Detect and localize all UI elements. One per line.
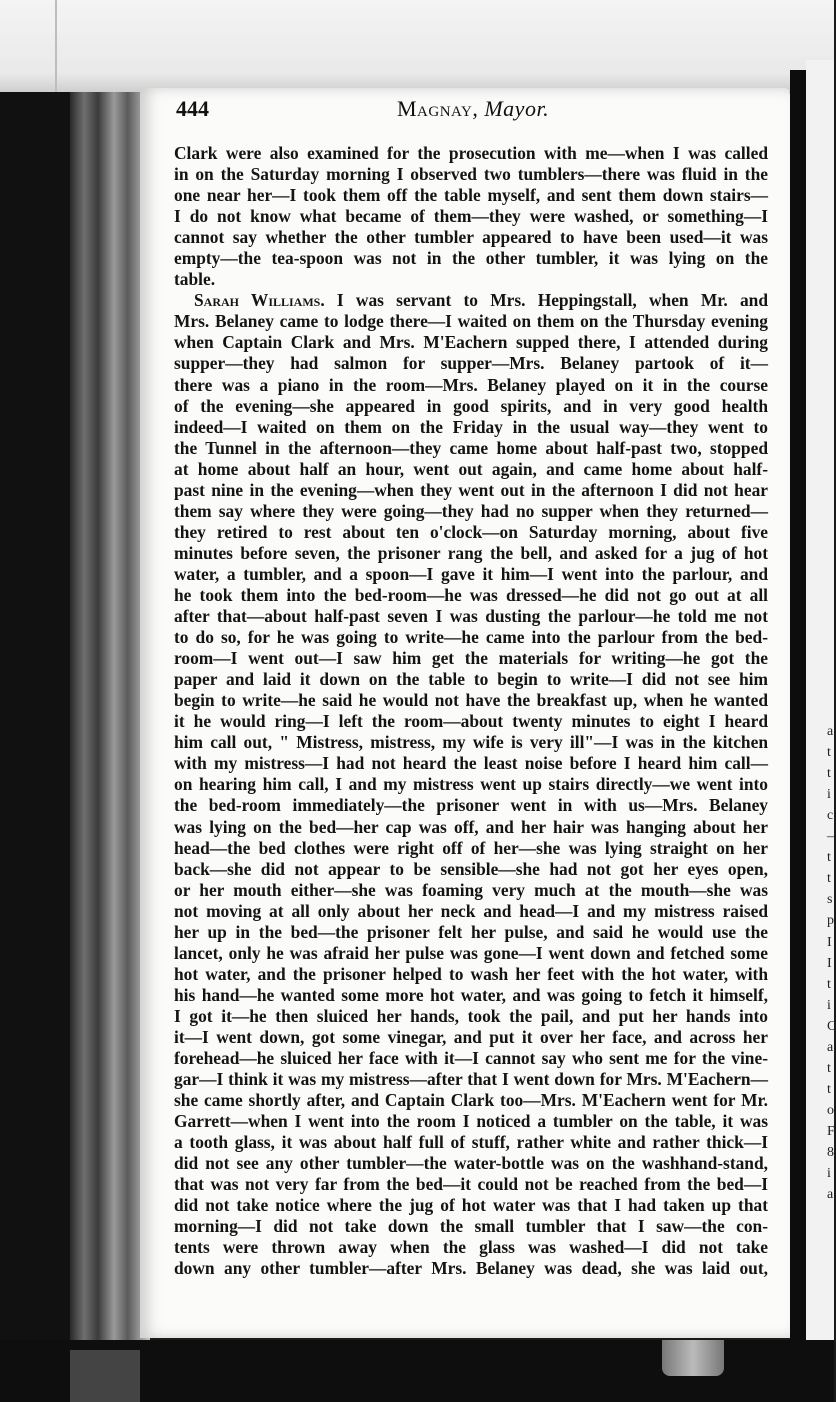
text-line: with my mistress—I had not heard the least noise before I heard him call— xyxy=(174,753,768,774)
text-line: table. xyxy=(174,269,216,290)
text-line: I do not know what became of them—they were washed, or something—I xyxy=(174,206,768,227)
text-line: minutes before seven, the prisoner rang the bell, and asked for a jug of hot xyxy=(174,542,768,563)
text-line xyxy=(174,290,768,311)
text-line: her up in the bed—the prisoner felt her pulse, and said he would use the xyxy=(174,921,768,942)
facing-page-fragment: p xyxy=(827,913,834,929)
text-line: indeed—I waited on them on the Friday in the usual way—they went to xyxy=(174,416,768,437)
text-line: them say where they were going—they had no supper when they returned— xyxy=(174,500,768,521)
facing-page-fragment: F xyxy=(827,1123,835,1139)
scan-left-shadow xyxy=(0,92,70,1402)
text-line: was lying on the bed—her cap was off, and her hair was hanging about her xyxy=(174,816,768,837)
text-line: not moving at all only about her neck and head—I and my mistress raised xyxy=(174,900,768,921)
text-line: did not take notice where the jug of hot water was that I had taken up that xyxy=(174,1195,768,1216)
text-line: lancet, only he was afraid her pulse was gone—I went down and fetched some xyxy=(174,942,768,963)
facing-page-edge xyxy=(806,60,834,1350)
text-line: one near her—I took them off the table myself, and sent them down stairs— xyxy=(174,185,768,206)
text-line: paper and laid it down on the table to begin to write—I did not see him xyxy=(174,669,768,690)
body-text xyxy=(174,143,768,1280)
facing-page-fragment: t xyxy=(827,1081,831,1097)
text-line: the bed-room immediately—the prisoner went in with us—Mrs. Belaney xyxy=(174,795,768,816)
scan-bottom-spine xyxy=(70,1350,140,1402)
text-line: that was not very far from the bed—it could not be reached from the bed—I xyxy=(174,1174,768,1195)
text-line: after that—about half-past seven I was dusting the parlour—he told me not xyxy=(174,606,768,627)
running-head-title: Mayor. xyxy=(484,96,550,121)
text-line: Mrs. Belaney came to lodge there—I waited on them on the Thursday evening xyxy=(174,311,768,332)
text-line: the Tunnel in the afternoon—they came home about half-past two, stopped xyxy=(174,437,768,458)
facing-page-fragment: t xyxy=(827,1060,831,1076)
text-line: cannot say whether the other tumbler appeared to have been used—it was xyxy=(174,227,768,248)
text-line: of the evening—she appeared in good spirits, and in very good health xyxy=(174,395,768,416)
text-line: a tooth glass, it was about half full of stuff, rather white and rather thick—I xyxy=(174,1132,768,1153)
scan-edge-line xyxy=(55,0,57,92)
text-line: forehead—he sluiced her face with it—I cannot say who sent me for the vine- xyxy=(174,1048,768,1069)
text-line: he took them into the bed-room—he was dressed—he did not go out at all xyxy=(174,584,768,605)
text-line: morning—I did not take down the small tumbler that I saw—the con- xyxy=(174,1216,768,1237)
text-line: Garrett—when I went into the room I noticed a tumbler on the table, it was xyxy=(174,1111,768,1132)
running-head-name: Magnay, xyxy=(397,96,479,121)
text-line: Clark were also examined for the prosecution with me—when I was called xyxy=(174,143,768,163)
facing-page-fragment: i xyxy=(827,787,831,803)
text-line: him call out, " Mistress, mistress, my wife is very ill"—I was in the kitchen xyxy=(174,732,768,753)
facing-page-fragment: I xyxy=(827,934,832,950)
scan-bottom-shadow xyxy=(0,1340,834,1402)
facing-page-fragment: C xyxy=(827,1018,836,1034)
text-line: back—she did not appear to be sensible—she had not got her eyes open, xyxy=(174,858,768,879)
page-header xyxy=(176,96,776,124)
text-line: past nine in the evening—when they went out in the afternoon I did not hear xyxy=(174,479,768,500)
facing-page-fragment: t xyxy=(827,745,831,761)
text-line: gar—I think it was my mistress—after that I went down for Mrs. M'Eachern— xyxy=(174,1069,768,1090)
text-line: room—I went out—I saw him get the materials for writing—he got the xyxy=(174,648,768,669)
facing-page-fragment: i xyxy=(827,997,831,1013)
text-line: empty—the tea-spoon was not in the other tumbler, it was lying on the xyxy=(174,248,768,269)
text-line: at home about half an hour, went out again, and came home about half- xyxy=(174,458,768,479)
facing-page-fragment: a xyxy=(827,1187,834,1203)
facing-page-fragment: I xyxy=(827,955,832,971)
running-head xyxy=(397,96,549,122)
text-line: on hearing him call, I and my mistress went up stairs directly—we went into xyxy=(174,774,768,795)
text-line: to do so, for he was going to write—he came into the parlour from the bed- xyxy=(174,627,768,648)
scan-top-margin xyxy=(0,0,834,92)
facing-page-fragment: t xyxy=(827,871,831,887)
facing-page-fragment: – xyxy=(827,829,834,845)
text-line: supper—they had salmon for supper—Mrs. Belaney partook of it— xyxy=(174,353,768,374)
facing-page-fragment: a xyxy=(827,724,834,739)
facing-page-fragment: s xyxy=(827,892,833,908)
text-line-content: I was servant to Mrs. Heppingstall, when Mr. and xyxy=(324,290,768,311)
text-line: tents were thrown away when the glass was washed—I did not take xyxy=(174,1237,768,1258)
facing-page-fragment: c xyxy=(827,808,834,824)
text-line: water, a tumbler, and a spoon—I gave it him—I went into the parlour, and xyxy=(174,563,768,584)
scan-clip xyxy=(662,1340,724,1376)
text-line: there was a piano in the room—Mrs. Belaney played on it in the course xyxy=(174,374,768,395)
text-line: it he would ring—I left the room—about twenty minutes to eight I heard xyxy=(174,711,768,732)
text-line: did not see any other tumbler—the water-bottle was on the washhand-stand, xyxy=(174,1153,768,1174)
page-number: 444 xyxy=(176,96,209,121)
facing-page-fragment: i xyxy=(827,1166,831,1182)
text-line: down any other tumbler—after Mrs. Belaney was dead, she was laid out, xyxy=(174,1258,768,1279)
text-line: begin to write—he said he would not have the breakfast up, when he wanted xyxy=(174,690,768,711)
text-line: head—the bed clothes were right off of her—she was lying straight on her xyxy=(174,837,768,858)
text-line: in on the Saturday morning I observed two tumblers—there was fluid in the xyxy=(174,164,768,185)
text-line: when Captain Clark and Mrs. M'Eachern supped there, I attended during xyxy=(174,332,768,353)
facing-page-fragment: o xyxy=(827,1102,834,1118)
facing-page-fragment: t xyxy=(827,766,831,782)
text-line: she came shortly after, and Captain Clark too—Mrs. M'Eachern went for Mr. xyxy=(174,1090,768,1111)
facing-page-fragment: t xyxy=(827,850,831,866)
facing-page-fragment: 8 xyxy=(827,1145,834,1160)
witness-name: Sarah Williams. xyxy=(194,290,325,311)
facing-page-fragment: t xyxy=(827,976,831,992)
facing-page-fragment: a xyxy=(827,1039,834,1055)
text-line: his hand—he wanted some more hot water, and was going to fetch it himself, xyxy=(174,984,768,1005)
text-line: it—I went down, got some vinegar, and put it over her face, and across her xyxy=(174,1026,768,1047)
text-line: I got it—he then sluiced her hands, took the pail, and put her hands into xyxy=(174,1005,768,1026)
text-line: they retired to rest about ten o'clock—on Saturday morning, about five xyxy=(174,521,768,542)
book-spine-gutter xyxy=(70,92,150,1340)
text-line: or her mouth either—she was foaming very much at the mouth—she was xyxy=(174,879,768,900)
text-line: hot water, and the prisoner helped to wash her feet with the hot water, with xyxy=(174,963,768,984)
